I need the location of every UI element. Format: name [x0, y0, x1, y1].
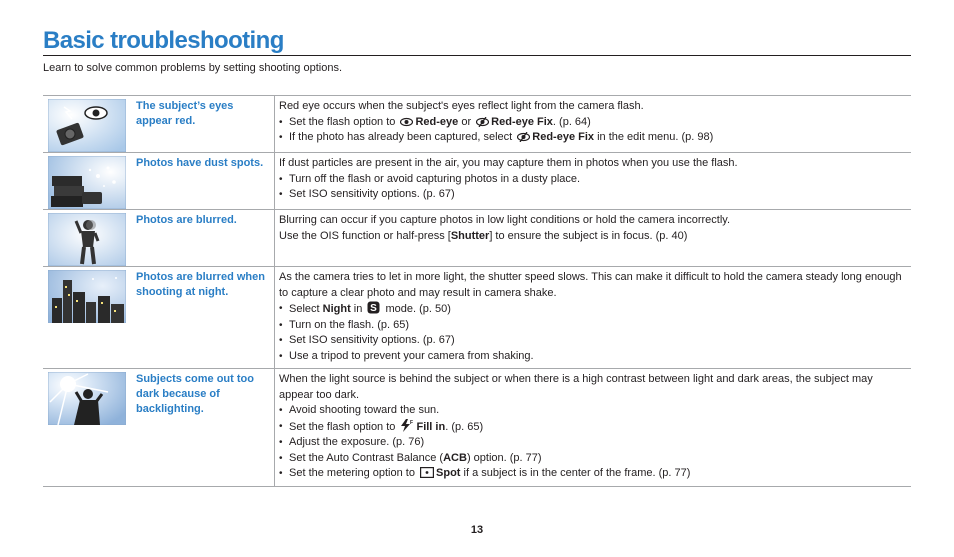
dust-spots-illustration — [48, 156, 126, 209]
fill-in-flash-icon — [400, 419, 414, 432]
title-divider — [43, 55, 911, 56]
solution-text — [275, 369, 911, 486]
issue-label: Photos are blurred. — [133, 210, 275, 266]
bullet-item: • Select Night in S mode. (p. 50) — [279, 301, 903, 318]
issue-label: The subject’s eyes appear red. — [133, 96, 275, 152]
svg-text:S: S — [370, 303, 378, 314]
table-row — [43, 210, 911, 267]
table-row — [43, 153, 911, 210]
spot-metering-icon — [420, 467, 434, 478]
bullet-item: • Set the metering option to Spot if a subject is in the center of the frame. (p. 77) — [279, 466, 903, 482]
svg-text:F: F — [410, 419, 414, 426]
bullet-item: • Turn on the flash. (p. 65) — [279, 318, 903, 334]
bullet-item: • Set the Auto Contrast Balance (ACB) option. (p. 77) — [279, 451, 903, 467]
red-eye-illustration — [48, 99, 126, 152]
issue-label: Subjects come out too dark because of backlighting. — [133, 369, 275, 486]
description: Blurring can occur if you capture photos in low light conditions or hold the camera incorrectly. — [279, 214, 731, 226]
red-eye-icon — [400, 117, 413, 127]
bullet-item: • Set the flash option to Red-eye or Red-eye Fix. (p. 64) — [279, 115, 903, 131]
table-row — [43, 96, 911, 153]
page-title: Basic troubleshooting — [43, 27, 284, 54]
issue-label: Photos are blurred when shooting at night. — [133, 267, 275, 368]
bullet-item: • Set ISO sensitivity options. (p. 67) — [279, 333, 903, 349]
bullet-item: • Set the flash option to F Fill in. (p. 65) — [279, 419, 903, 436]
description: If dust particles are present in the air, you may capture them in photos when you use the flash. — [279, 157, 738, 169]
intro-text: Learn to solve common problems by setting shooting options. — [43, 62, 342, 74]
solution-text — [275, 210, 911, 266]
table-row — [43, 267, 911, 369]
red-eye-fix-icon — [517, 132, 530, 142]
solution-text — [275, 153, 911, 209]
troubleshooting-table — [43, 95, 911, 487]
page-number: 13 — [470, 524, 484, 536]
night-scene-illustration — [48, 270, 126, 323]
scene-mode-icon — [367, 301, 380, 314]
table-row — [43, 369, 911, 487]
bullet-item: • Turn off the flash or avoid capturing photos in a dusty place. — [279, 172, 903, 188]
backlighting-illustration — [48, 372, 126, 425]
bullet-item: • Use a tripod to prevent your camera from shaking. — [279, 349, 903, 365]
red-eye-fix-icon — [476, 117, 489, 127]
description: As the camera tries to let in more light, the shutter speed slows. This can make it difficult to hold the camera steady long enough to capture a clear photo and may result in camera shake. — [279, 271, 902, 299]
solution-text — [275, 96, 911, 152]
issue-label: Photos have dust spots. — [133, 153, 275, 209]
description: Red eye occurs when the subject's eyes reflect light from the camera flash. — [279, 100, 644, 112]
description: When the light source is behind the subject or when there is a high contrast between light and dark areas, the subject may appear too dark. — [279, 373, 873, 401]
bullet-item: • Avoid shooting toward the sun. — [279, 403, 903, 419]
blurred-photo-illustration — [48, 213, 126, 266]
solution-text — [275, 267, 911, 368]
bullet-item: • If the photo has already been captured, select Red-eye Fix in the edit menu. (p. 98) — [279, 130, 903, 146]
bullet-item: • Adjust the exposure. (p. 76) — [279, 435, 903, 451]
description: Use the OIS function or half-press [Shutter] to ensure the subject is in focus. (p. 40) — [279, 229, 688, 242]
bullet-item: • Set ISO sensitivity options. (p. 67) — [279, 187, 903, 203]
